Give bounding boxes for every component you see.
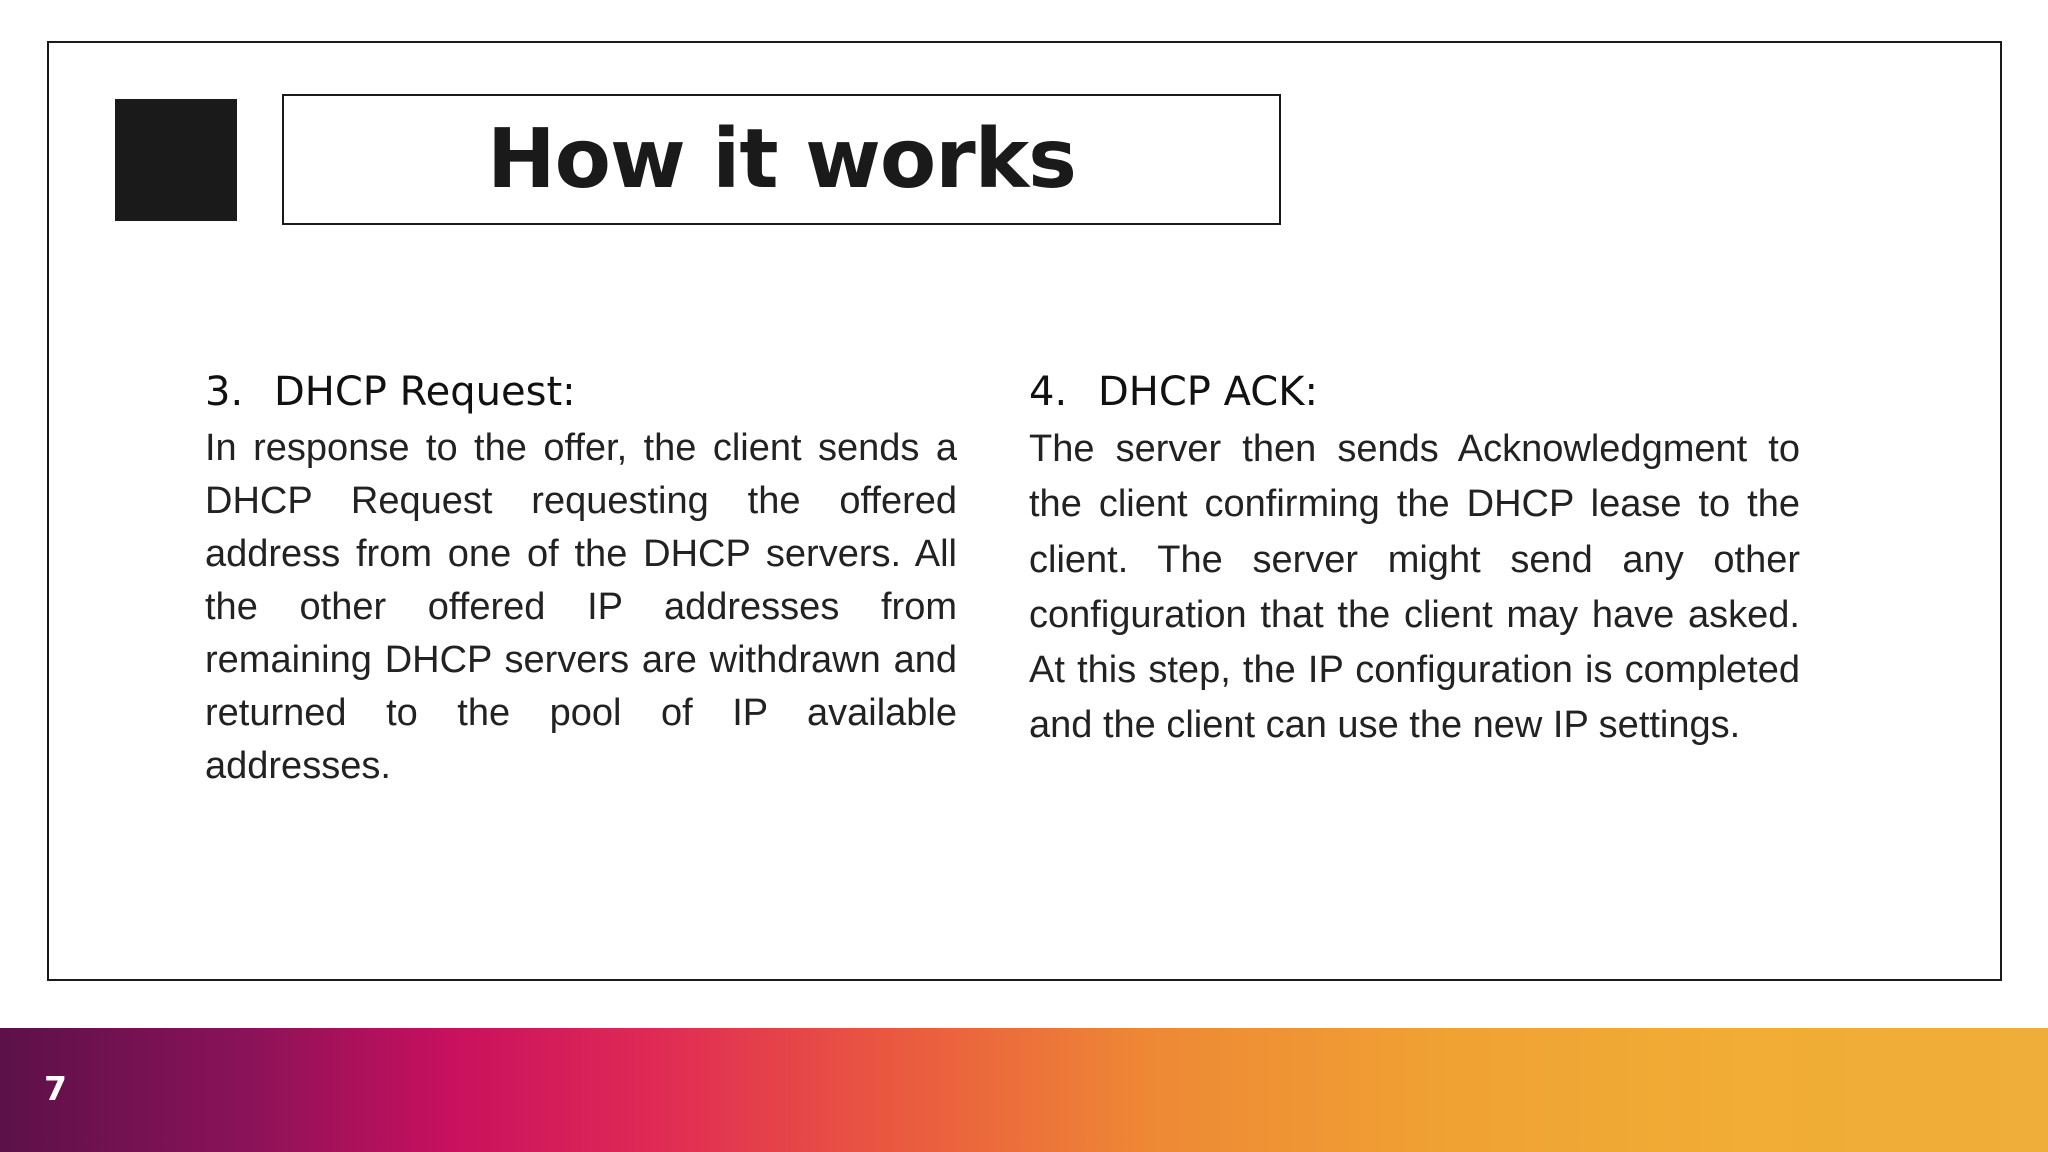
slide-title: How it works [487,111,1076,207]
section-dhcp-ack [1029,368,1800,754]
section-number: 3. [205,369,244,415]
section-dhcp-request [205,368,957,793]
title-box [282,94,1281,225]
section-heading [1029,368,1800,416]
gradient-footer-banner [0,1028,2048,1152]
section-number: 4. [1029,369,1068,415]
section-title: DHCP Request: [274,369,576,415]
section-heading [205,368,957,416]
section-body: The server then sends Acknowledgment to the client confirming the DHCP lease to the client. The server might send any other configuration that the client may have asked. At this step, the IP configuration is completed and the client can use the new IP settings. [1029,428,1800,747]
section-title: DHCP ACK: [1098,369,1318,415]
page-number: 7 [44,1069,67,1108]
section-body: In response to the offer, the client sends a DHCP Request requesting the offered address from one of the DHCP servers. All the other offered IP addresses from remaining DHCP servers are withdrawn and returned to the pool of IP available addresses. [205,427,957,787]
decorative-square [115,99,237,221]
